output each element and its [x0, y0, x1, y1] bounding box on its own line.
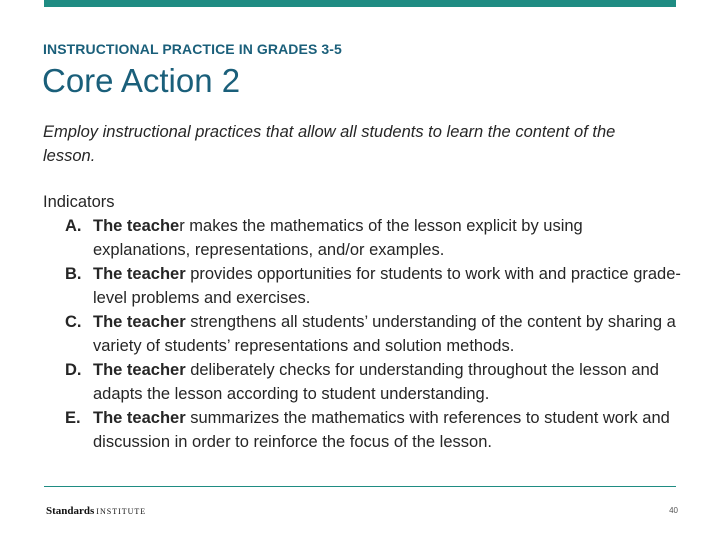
indicator-text: strengthens all students’ understanding of the content by sharing a variety of students’ representations and solution methods. — [93, 313, 676, 355]
logo-main-text: Standards — [46, 505, 95, 517]
indicator-text: provides opportunities for students to work with and practice grade-level problems and exercises. — [93, 265, 681, 307]
top-accent-bar — [44, 0, 676, 7]
indicator-item-d — [43, 358, 683, 406]
indicator-list — [43, 214, 683, 454]
indicator-text: summarizes the mathematics with references to student work and discussion in order to reinforce the focus of the lesson. — [93, 409, 670, 451]
indicator-subject: The teacher — [93, 409, 186, 427]
indicator-text: deliberately checks for understanding throughout the lesson and adapts the lesson according to student understanding. — [93, 361, 659, 403]
indicators-section — [43, 190, 683, 454]
page-title: Core Action 2 — [42, 62, 241, 99]
indicator-letter: B. — [65, 265, 82, 283]
indicator-subject: The teacher — [93, 265, 186, 283]
indicator-item-a — [43, 214, 683, 262]
indicators-heading: Indicators — [43, 193, 115, 211]
indicator-subject: The teache — [93, 217, 180, 235]
footer-divider — [44, 486, 676, 487]
standards-institute-logo — [46, 505, 146, 517]
indicator-subject: The teacher — [93, 361, 186, 379]
indicator-text: r makes the mathematics of the lesson explicit by using explanations, representations, and/or examples. — [93, 217, 583, 259]
indicator-item-e — [43, 406, 683, 454]
indicator-letter: A. — [65, 217, 82, 235]
indicator-letter: D. — [65, 361, 82, 379]
section-label: INSTRUCTIONAL PRACTICE IN GRADES 3-5 — [43, 41, 342, 57]
indicator-item-b — [43, 262, 683, 310]
indicator-letter: E. — [65, 409, 81, 427]
logo-sub-text: INSTITUTE — [96, 507, 147, 516]
subtitle: Employ instructional practices that allow all students to learn the content of the lesson. — [43, 123, 616, 165]
indicator-item-c — [43, 310, 683, 358]
indicator-subject: The teacher — [93, 313, 186, 331]
indicator-letter: C. — [65, 313, 82, 331]
page-number: 40 — [669, 506, 678, 515]
